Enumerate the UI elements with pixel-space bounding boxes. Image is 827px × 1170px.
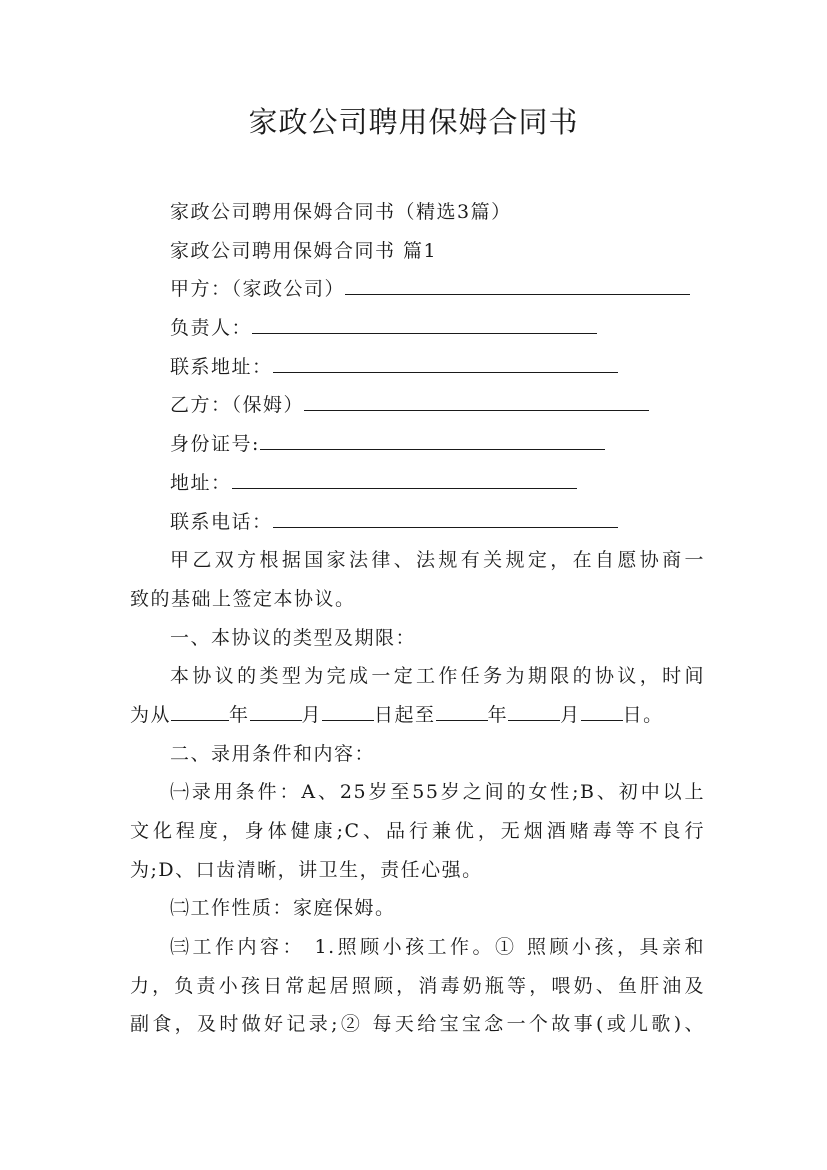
start-year-label: 年 [229, 703, 250, 726]
party-a-blank [345, 272, 690, 295]
document-title: 家政公司聘用保姆合同书 [248, 105, 579, 139]
intro-line-2: 致的基础上签定本协议。 [130, 587, 356, 610]
work-content-line-1: ㈢工作内容： 1.照顾小孩工作。① 照顾小孩，具亲和 [170, 936, 705, 959]
start-day-blank [322, 698, 374, 721]
term-line-2 [130, 696, 705, 735]
manager-blank [252, 311, 597, 334]
work-nature-line: ㈡工作性质：家庭保姆。 [170, 897, 396, 920]
section-1-heading: 一、本协议的类型及期限： [170, 626, 417, 649]
phone-blank [273, 505, 618, 528]
chapter-heading: 家政公司聘用保姆合同书 篇1 [170, 239, 438, 262]
term-from-label: 为从 [130, 703, 172, 726]
start-month-label: 月 [301, 703, 323, 726]
end-year-label: 年 [487, 703, 509, 726]
end-month-blank [508, 698, 560, 721]
id-number-label: 身份证号: [170, 433, 260, 456]
phone-label: 联系电话： [170, 510, 273, 533]
work-content-line-2: 力，负责小孩日常起居照顾，消毒奶瓶等，喂奶、鱼肝油及 [130, 974, 705, 997]
intro-line-1: 甲乙双方根据国家法律、法规有关规定，在自愿协商一 [170, 549, 705, 572]
conditions-line-1: ㈠录用条件：A、25岁至55岁之间的女性;B、初中以上 [170, 781, 705, 804]
document-body [130, 193, 705, 1044]
address-blank [232, 466, 577, 489]
contact-address-line [130, 348, 705, 387]
subtitle-line: 家政公司聘用保姆合同书（精选3篇） [170, 201, 512, 223]
manager-label: 负责人： [170, 317, 253, 340]
start-day-label: 日起至 [374, 703, 436, 726]
contact-address-label: 联系地址： [170, 355, 273, 378]
start-year-blank [171, 698, 229, 721]
party-b-blank [304, 388, 649, 411]
manager-line [130, 309, 705, 348]
contact-address-blank [273, 350, 618, 373]
party-a-line [130, 270, 705, 309]
end-month-label: 月 [560, 703, 581, 726]
work-content-line-3: 副食，及时做好记录;② 每天给宝宝念一个故事(或儿歌)、 [130, 1013, 705, 1036]
id-number-line [130, 425, 705, 464]
end-day-label: 日。 [622, 703, 664, 726]
phone-line [130, 503, 705, 542]
party-a-label: 甲方：（家政公司） [170, 278, 346, 301]
start-month-blank [250, 698, 302, 721]
end-year-blank [436, 698, 488, 721]
party-b-label: 乙方：（保姆） [170, 394, 305, 417]
address-label: 地址： [170, 471, 232, 494]
end-day-blank [581, 698, 623, 721]
party-b-line [130, 386, 705, 425]
address-line [130, 464, 705, 503]
section-2-heading: 二、录用条件和内容： [170, 742, 376, 765]
conditions-line-2: 文化程度，身体健康;C、品行兼优，无烟酒赌毒等不良行 [130, 820, 705, 842]
term-line-1: 本协议的类型为完成一定工作任务为期限的协议，时间 [170, 665, 705, 688]
id-number-blank [260, 427, 605, 450]
conditions-line-3: 为;D、口齿清晰，讲卫生，责任心强。 [130, 858, 483, 881]
